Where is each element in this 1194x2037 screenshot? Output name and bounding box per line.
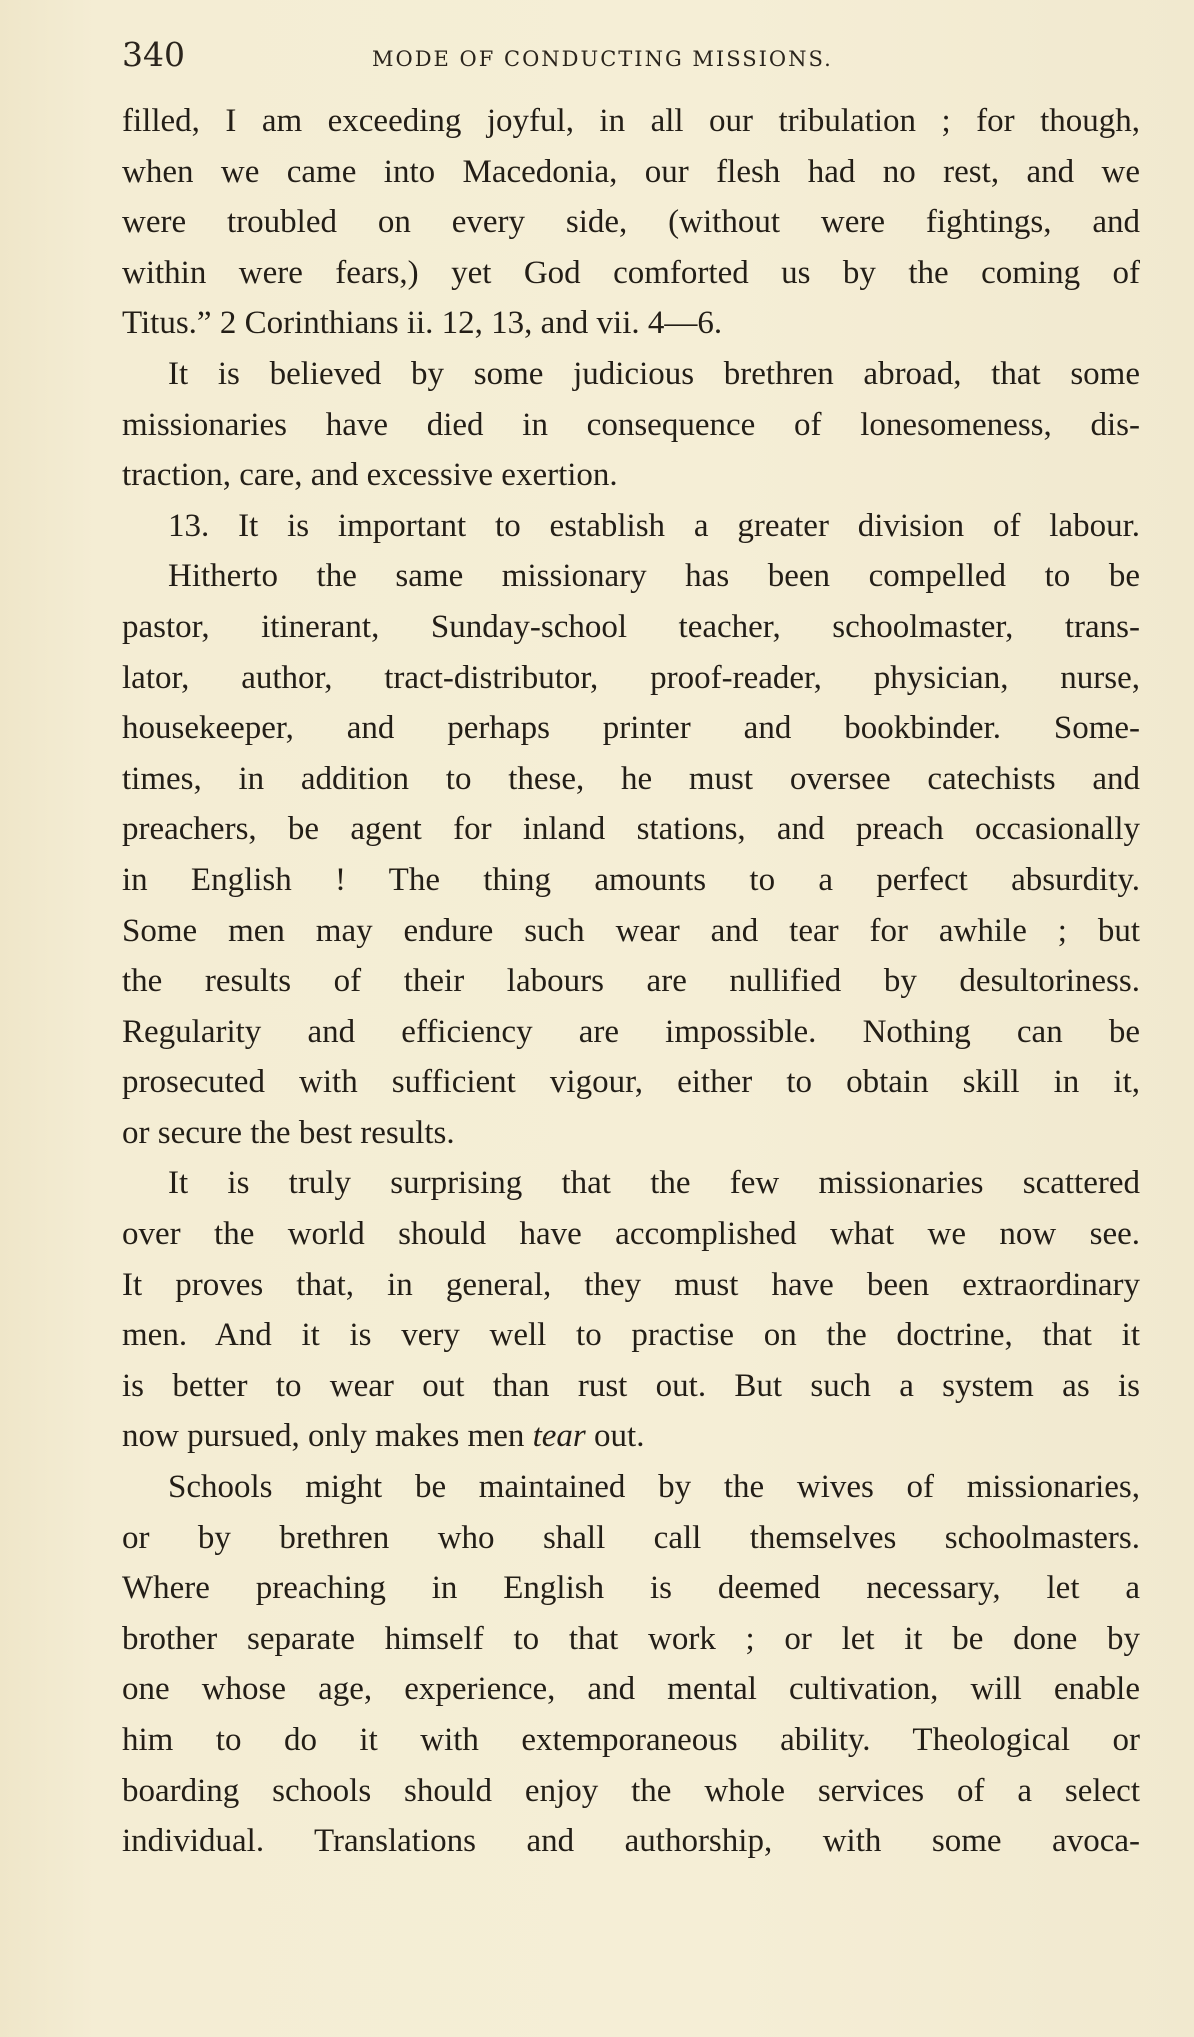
text-line: missionaries have died in consequence of lonesomeness, dis- [122,406,1140,443]
text-line: pastor, itinerant, Sunday-school teacher, schoolmaster, trans- [122,608,1140,645]
page-header [122,30,1140,80]
running-head: MODE OF CONDUCTING MISSIONS. [372,47,833,71]
italic-word: tear [532,1418,586,1455]
text-line: boarding schools should enjoy the whole services of a select [122,1772,1140,1809]
text-line [122,1411,1140,1462]
text-line: Regularity and efficiency are impossible. Nothing can be [122,1013,1140,1050]
text-line: Hitherto the same missionary has been compelled to be [168,558,1140,595]
text-line: in English ! The thing amounts to a perfect absurdity. [122,861,1140,898]
text-line: or by brethren who shall call themselves schoolmasters. [122,1519,1140,1556]
text-line: prosecuted with sufficient vigour, either to obtain skill in it, [122,1064,1140,1101]
text-segment: out. [585,1418,645,1455]
text-line: filled, I am exceeding joyful, in all our tribulation ; for though, [122,103,1140,139]
text-line: times, in addition to these, he must oversee catechists and [122,760,1140,797]
text-line: were troubled on every side, (without were fightings, and [122,204,1140,241]
text-line: Schools might be maintained by the wives of missionaries, [168,1469,1140,1506]
text-line: the results of their labours are nullified by desultoriness. [122,963,1140,1000]
text-line: one whose age, experience, and mental cultivation, will enable [122,1671,1140,1708]
text-line: individual. Translations and authorship, with some avoca- [122,1823,1140,1860]
text-line: is better to wear out than rust out. But such a system as is [122,1367,1140,1404]
body-text [122,96,1140,1867]
text-line: It proves that, in general, they must have been extraordinary [122,1266,1140,1303]
text-line: traction, care, and excessive exertion. [122,457,618,494]
text-line: Some men may endure such wear and tear for awhile ; but [122,912,1140,949]
text-segment: now pursued, only makes men [122,1418,533,1455]
text-line: It is truly surprising that the few missionaries scattered [168,1165,1140,1202]
text-line: over the world should have accomplished what we now see. [122,1216,1140,1253]
text-line: men. And it is very well to practise on the doctrine, that it [122,1317,1140,1354]
text-line: housekeeper, and perhaps printer and bookbinder. Some- [122,710,1140,747]
text-line: It is believed by some judicious brethren abroad, that some [168,355,1140,392]
page-number: 340 [122,35,185,74]
text-line: within were fears,) yet God comforted us by the coming of [122,254,1140,291]
text-line: him to do it with extemporaneous ability. Theological or [122,1722,1140,1758]
text-line: Where preaching in English is deemed necessary, let a [122,1570,1140,1607]
text-line: brother separate himself to that work ; or let it be done by [122,1620,1140,1657]
text-line: lator, author, tract-distributor, proof-reader, physician, nurse, [122,659,1140,696]
text-line: Titus.” 2 Corinthians ii. 12, 13, and vii. 4—6. [122,305,723,342]
text-line: or secure the best results. [122,1114,455,1151]
numbered-point: 13. It is important to establish a greater division of labour. [168,507,1140,544]
text-line: when we came into Macedonia, our flesh had no rest, and we [122,153,1140,190]
text-line: preachers, be agent for inland stations, and preach occasionally [122,811,1140,848]
